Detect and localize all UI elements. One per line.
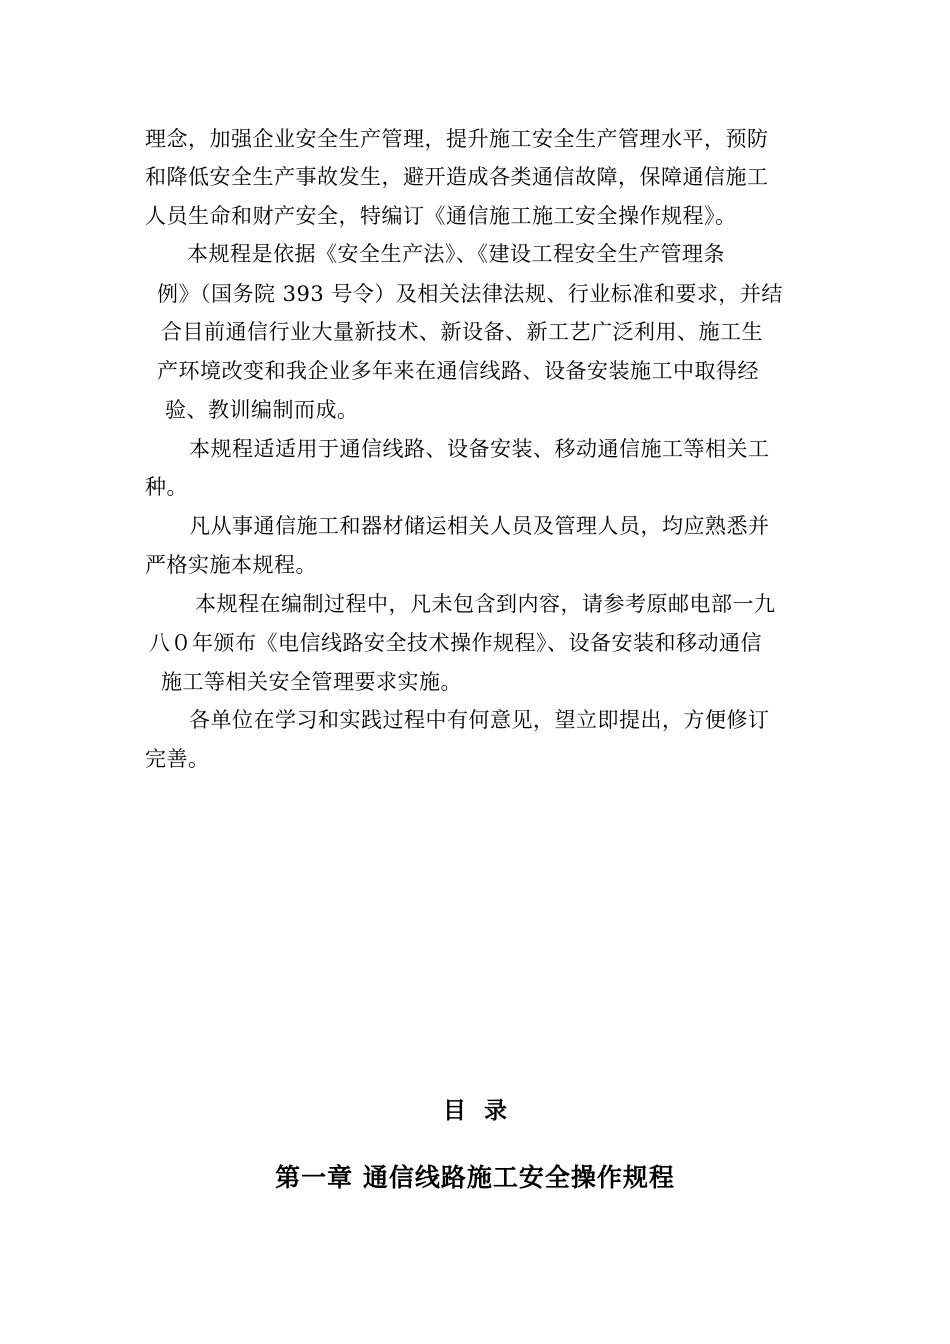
chapter-title: 第一章 通信线路施工安全操作规程 <box>275 1163 675 1192</box>
toc-title: 目录 <box>443 1098 525 1124</box>
body-line-14: 八０年颁布《电信线路安全技术操作规程》、设备安装和移动通信 <box>149 631 762 655</box>
body-line-5: 例》（国务院 393 号令）及相关法律法规、行业标准和要求，并结 <box>157 282 783 306</box>
body-line-2: 和降低安全生产事故发生，避开造成各类通信故障，保障通信施工 <box>145 165 769 189</box>
body-line-1: 理念，加强企业安全生产管理，提升施工安全生产管理水平，预防 <box>145 127 769 151</box>
body-line-17: 完善。 <box>145 747 210 771</box>
body-line-11: 凡从事通信施工和器材储运相关人员及管理人员，均应熟悉并 <box>189 514 770 538</box>
body-line-13: 本规程在编制过程中，凡未包含到内容，请参考原邮电部一九 <box>195 592 776 616</box>
body-line-8: 验、教训编制而成。 <box>165 398 359 422</box>
body-line-16: 各单位在学习和实践过程中有何意见，望立即提出，方便修订 <box>189 708 770 732</box>
body-line-10: 种。 <box>145 475 188 499</box>
body-line-7: 产环境改变和我企业多年来在通信线路、设备安装施工中取得经 <box>157 359 759 383</box>
body-line-3: 人员生命和财产安全，特编订《通信施工施工安全操作规程》。 <box>145 204 737 228</box>
body-line-6: 合目前通信行业大量新技术、新设备、新工艺广泛利用、施工生 <box>161 320 763 344</box>
body-line-4: 本规程是依据《安全生产法》、《建设工程安全生产管理条 <box>187 242 725 266</box>
body-line-9: 本规程适适用于通信线路、设备安装、移动通信施工等相关工 <box>189 437 770 461</box>
body-line-15: 施工等相关安全管理要求实施。 <box>161 670 462 694</box>
body-line-12: 严格实施本规程。 <box>145 553 317 577</box>
